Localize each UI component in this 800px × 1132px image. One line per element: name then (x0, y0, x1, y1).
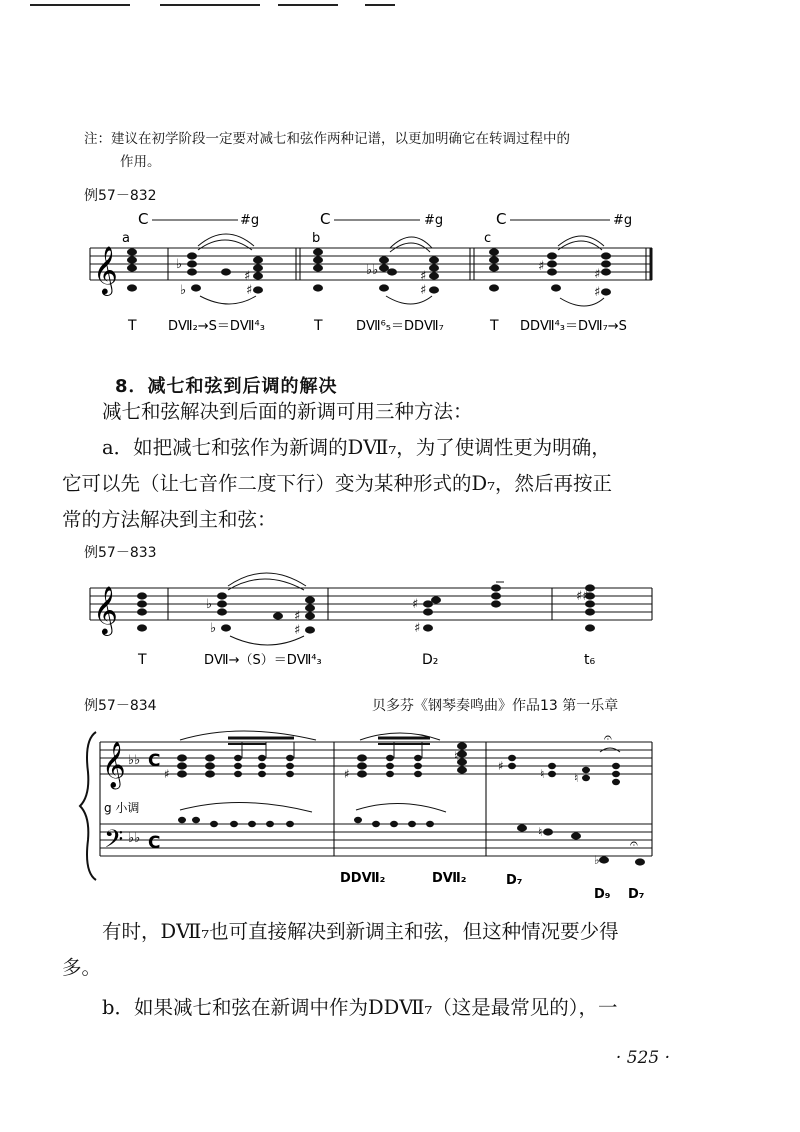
footnote-line: 注：建议在初学阶段一定要对减七和弦作两种记谱，以更加明确它在转调过程中的 (84, 131, 570, 147)
svg-text:♮: ♮ (454, 749, 459, 763)
example-label: 例57－832 (84, 188, 157, 204)
harmonic-analysis: DⅦ→（S）＝DⅦ⁴₃ (204, 653, 322, 668)
svg-text:♯: ♯ (538, 259, 545, 274)
top-rule (365, 4, 395, 6)
key-from: C (138, 210, 149, 228)
harmonic-analysis: DDⅦ⁴₃＝DⅦ₇→S (520, 319, 627, 334)
example-label: 例57－834 (84, 698, 157, 714)
harmonic-analysis: T (490, 318, 499, 334)
segment-letter: c (484, 231, 492, 246)
svg-text:♭: ♭ (176, 257, 183, 272)
body-text: b．如果减七和弦在新调中作为DDⅦ₇（这是最常见的），一 (102, 996, 618, 1019)
music-example-833 (0, 560, 800, 680)
treble-clef-icon: 𝄞 (102, 742, 126, 788)
harmonic-analysis: DⅦ₂→S＝DⅦ⁴₃ (168, 319, 265, 334)
harmonic-analysis: t₆ (584, 652, 596, 668)
svg-text:♯: ♯ (498, 759, 504, 773)
fermata-icon: 𝄐 (630, 836, 638, 852)
music-example-834 (0, 712, 800, 912)
section-heading: 8．减七和弦到后调的解决 (115, 376, 338, 397)
staff (90, 588, 652, 620)
key-to: #g (613, 213, 633, 228)
treble-clef-icon: 𝄞 (93, 585, 118, 634)
body-text: 减七和弦解决到后面的新调可用三种方法： (102, 400, 473, 423)
noteheads-treble (177, 742, 620, 785)
brace (80, 732, 96, 880)
fermata-icon: 𝄐 (604, 730, 612, 746)
key-to: #g (424, 213, 444, 228)
slurs-bass (180, 802, 446, 812)
svg-text:♯: ♯ (344, 767, 350, 781)
svg-text:♯: ♯ (414, 621, 421, 636)
svg-text:♯: ♯ (294, 623, 301, 638)
svg-text:♯♯: ♯♯ (576, 589, 589, 604)
key-signature: ♭♭ (128, 753, 141, 768)
svg-text:♭: ♭ (180, 283, 187, 298)
harmonic-analysis: DⅦ₂ (432, 871, 467, 886)
footnote (84, 128, 684, 174)
svg-text:♯: ♯ (594, 267, 601, 282)
svg-text:♯: ♯ (420, 269, 427, 284)
footnote-line: 作用。 (120, 154, 161, 170)
harmonic-analysis: DⅦ⁶₅＝DDⅦ₇ (356, 319, 444, 334)
page-number: · 525 · (615, 1048, 670, 1068)
music-example-832 (0, 200, 800, 350)
body-text: 它可以先（让七音作二度下行）变为某种形式的D₇，然后再按正 (62, 472, 612, 495)
top-rule (160, 4, 260, 6)
example-label: 例57－833 (84, 545, 157, 561)
body-text: 有时，DⅦ₇也可直接解决到新调主和弦，但这种情况要少得 (102, 920, 619, 943)
top-rule (30, 4, 130, 6)
body-text: 常的方法解决到主和弦： (62, 508, 277, 531)
harmonic-analysis: D₂ (422, 652, 439, 668)
svg-text:♭: ♭ (594, 853, 600, 867)
harmonic-analysis: T (138, 652, 147, 668)
segment-letter: a (122, 231, 130, 246)
svg-text:♯: ♯ (594, 285, 601, 300)
svg-text:♮: ♮ (574, 771, 579, 785)
svg-text:♮: ♮ (540, 767, 545, 781)
svg-text:♯: ♯ (246, 283, 253, 298)
stems-beams (228, 738, 430, 758)
svg-text:♭♭: ♭♭ (366, 263, 379, 278)
key-from: C (320, 210, 331, 228)
key-to: #g (240, 213, 260, 228)
harmonic-analysis: D₉ (594, 887, 611, 902)
staff-bass (100, 824, 652, 856)
svg-text:♯: ♯ (412, 597, 419, 612)
time-signature: C (148, 751, 161, 771)
svg-text:♯: ♯ (244, 269, 251, 284)
svg-text:♯: ♯ (164, 767, 170, 781)
harmonic-analysis: DDⅦ₂ (340, 871, 386, 886)
key-label: g 小调 (104, 801, 140, 815)
harmonic-analysis: T (314, 318, 323, 334)
segment-letter: b (312, 231, 321, 246)
body-text: 多。 (62, 956, 102, 979)
accidentals-treble (164, 749, 578, 785)
harmonic-analysis: T (128, 318, 137, 334)
bass-clef-icon: 𝄢 (104, 825, 124, 860)
harmonic-analysis: D₇ (628, 887, 645, 902)
time-signature: C (148, 833, 161, 853)
svg-text:♯: ♯ (294, 609, 301, 624)
harmonic-analysis: D₇ (506, 873, 523, 888)
svg-text:♮: ♮ (538, 825, 543, 839)
svg-text:♭: ♭ (206, 597, 213, 612)
key-signature: ♭♭ (128, 831, 141, 846)
svg-text:♯: ♯ (420, 283, 427, 298)
key-from: C (496, 210, 507, 228)
treble-clef-icon: 𝄞 (93, 245, 118, 294)
source-citation: 贝多芬《钢琴奏鸣曲》作品13 第一乐章 (372, 698, 619, 714)
top-rule (278, 4, 338, 6)
svg-text:♭: ♭ (210, 621, 217, 636)
body-text: a．如把减七和弦作为新调的DⅦ₇，为了使调性更为明确， (102, 436, 611, 459)
